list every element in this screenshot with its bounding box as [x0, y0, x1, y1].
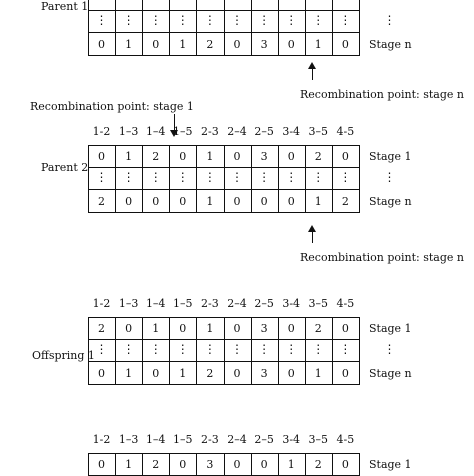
- gene-cell: 0: [341, 367, 349, 380]
- column-header: 2-3: [201, 433, 219, 446]
- stage-label: Stage 1: [369, 458, 412, 471]
- gene-cell: 2: [98, 322, 105, 335]
- gene-cell: 0: [98, 38, 105, 51]
- gene-cell: 1: [125, 367, 133, 380]
- gene-cell: 0: [233, 458, 241, 471]
- column-header: 1–5: [173, 433, 193, 446]
- gene-cell: 1: [314, 367, 322, 380]
- gene-cell: 1: [179, 38, 187, 51]
- gene-cell: 2: [314, 458, 322, 471]
- column-header: 1–4: [145, 433, 166, 446]
- gene-cell: 1: [206, 195, 214, 208]
- gene-cell: 0: [98, 150, 105, 163]
- section-label-parent-2: Parent 2: [41, 161, 89, 174]
- vertical-ellipsis-icon: ⋮: [95, 170, 108, 184]
- column-header: 1-2: [92, 433, 111, 446]
- gene-cell: 1: [206, 322, 214, 335]
- gene-cell: 1: [125, 150, 133, 163]
- vertical-ellipsis-icon: ⋮: [285, 13, 298, 27]
- column-header: 4-5: [336, 297, 355, 310]
- vertical-ellipsis-icon: ⋮: [312, 342, 325, 356]
- stage-label: Stage n: [369, 367, 412, 380]
- gene-cell: 0: [233, 367, 241, 380]
- stage-label: Stage 1: [369, 322, 412, 335]
- gene-cell: 2: [152, 150, 160, 163]
- vertical-ellipsis-icon: ⋮: [285, 342, 298, 356]
- column-header: 3-4: [282, 433, 301, 446]
- vertical-ellipsis-icon: ⋮: [176, 170, 189, 184]
- gene-cell: 0: [152, 38, 160, 51]
- gene-cell: 0: [179, 150, 187, 163]
- vertical-ellipsis-icon: ⋮: [339, 342, 352, 356]
- gene-cell: 0: [179, 322, 187, 335]
- recombination-label-stage-1: Recombination point: stage 1: [30, 100, 194, 113]
- column-header: 1–4: [145, 297, 166, 310]
- vertical-ellipsis-icon: ⋮: [231, 170, 243, 184]
- vertical-ellipsis-icon: ⋮: [95, 342, 108, 356]
- gene-cell: 0: [233, 195, 241, 208]
- column-header: 2–5: [254, 125, 274, 138]
- vertical-ellipsis-icon: ⋮: [258, 170, 271, 184]
- gene-cell: 2: [314, 150, 322, 163]
- column-header: 1–3: [118, 125, 139, 138]
- column-header: 1-2: [92, 297, 111, 310]
- gene-cell: 0: [341, 38, 349, 51]
- vertical-ellipsis-icon: ⋮: [176, 342, 189, 356]
- vertical-ellipsis-icon: ⋮: [176, 13, 189, 27]
- gene-cell: 2: [152, 458, 160, 471]
- vertical-ellipsis-icon: ⋮: [122, 13, 135, 27]
- gene-cell: 1: [125, 38, 133, 51]
- gene-cell: 0: [152, 195, 160, 208]
- vertical-ellipsis-icon: ⋮: [383, 342, 396, 356]
- vertical-ellipsis-icon: ⋮: [339, 170, 352, 184]
- stage-label: Stage 1: [369, 150, 412, 163]
- gene-cell: 0: [98, 367, 105, 380]
- stage-label: Stage n: [369, 195, 412, 208]
- column-header: 3-4: [282, 297, 301, 310]
- recombination-arrow-head: [308, 225, 316, 232]
- gene-cell: 0: [125, 195, 133, 208]
- gene-cell: 0: [125, 322, 133, 335]
- column-header: 2-3: [201, 297, 219, 310]
- stage-label: Stage n: [369, 38, 412, 51]
- gene-cell: 0: [341, 150, 349, 163]
- column-header: 3-4: [282, 125, 301, 138]
- gene-cell: 3: [260, 150, 268, 163]
- column-header: 2–5: [254, 433, 274, 446]
- column-header: 2–5: [254, 297, 274, 310]
- recombination-arrow-head: [308, 62, 316, 69]
- gene-cell: 2: [314, 322, 322, 335]
- gene-cell: 0: [287, 195, 295, 208]
- gene-cell: 0: [260, 458, 268, 471]
- gene-cell: 2: [98, 195, 105, 208]
- section-label-offspring-1: Offspring 1: [32, 349, 95, 362]
- gene-cell: 1: [287, 458, 295, 471]
- gene-cell: 1: [314, 195, 322, 208]
- vertical-ellipsis-icon: ⋮: [383, 13, 396, 27]
- column-header: 2–4: [227, 297, 247, 310]
- column-header: 1-2: [92, 125, 111, 138]
- gene-cell: 0: [233, 322, 241, 335]
- gene-cell: 0: [260, 195, 268, 208]
- gene-cell: 0: [152, 367, 160, 380]
- gene-cell: 0: [233, 150, 241, 163]
- gene-cell: 0: [341, 322, 349, 335]
- vertical-ellipsis-icon: ⋮: [312, 13, 325, 27]
- vertical-ellipsis-icon: ⋮: [285, 170, 298, 184]
- gene-cell: 3: [260, 367, 268, 380]
- gene-cell: 0: [233, 38, 241, 51]
- vertical-ellipsis-icon: ⋮: [149, 13, 162, 27]
- vertical-ellipsis-icon: ⋮: [95, 13, 108, 27]
- vertical-ellipsis-icon: ⋮: [149, 170, 162, 184]
- gene-cell: 1: [152, 322, 160, 335]
- vertical-ellipsis-icon: ⋮: [231, 13, 243, 27]
- vertical-ellipsis-icon: ⋮: [203, 13, 216, 27]
- vertical-ellipsis-icon: ⋮: [258, 13, 271, 27]
- gene-cell: 0: [287, 38, 295, 51]
- vertical-ellipsis-icon: ⋮: [203, 170, 216, 184]
- column-header: 1–5: [173, 125, 193, 138]
- vertical-ellipsis-icon: ⋮: [122, 170, 135, 184]
- vertical-ellipsis-icon: ⋮: [258, 342, 271, 356]
- vertical-ellipsis-icon: ⋮: [203, 342, 216, 356]
- column-header: 4-5: [336, 125, 355, 138]
- section-label-parent-1: Parent 1: [41, 0, 89, 13]
- gene-cell: 1: [206, 150, 214, 163]
- column-header: 2–4: [227, 433, 247, 446]
- gene-cell: 1: [179, 367, 187, 380]
- column-header: 1–5: [173, 297, 193, 310]
- gene-cell: 1: [125, 458, 133, 471]
- column-header: 3–5: [308, 433, 329, 446]
- column-header: 2-3: [201, 125, 219, 138]
- gene-cell: 1: [314, 38, 322, 51]
- column-header: 1–4: [145, 125, 166, 138]
- vertical-ellipsis-icon: ⋮: [312, 170, 325, 184]
- column-header: 2–4: [227, 125, 247, 138]
- gene-cell: 0: [341, 458, 349, 471]
- column-header: 1–3: [118, 297, 139, 310]
- gene-cell: 2: [206, 38, 214, 51]
- column-header: 4-5: [336, 433, 355, 446]
- gene-cell: 0: [179, 195, 187, 208]
- column-header: 1–3: [118, 433, 139, 446]
- gene-cell: 0: [287, 150, 295, 163]
- gene-cell: 0: [287, 367, 295, 380]
- recombination-label-parent-2: Recombination point: stage n: [300, 251, 464, 264]
- vertical-ellipsis-icon: ⋮: [339, 13, 352, 27]
- gene-cell: 0: [179, 458, 187, 471]
- gene-cell: 2: [206, 367, 214, 380]
- vertical-ellipsis-icon: ⋮: [122, 342, 135, 356]
- gene-cell: 3: [260, 38, 268, 51]
- gene-cell: 0: [287, 322, 295, 335]
- recombination-label-parent-1: Recombination point: stage n: [300, 88, 464, 101]
- gene-cell: 3: [206, 458, 214, 471]
- vertical-ellipsis-icon: ⋮: [149, 342, 162, 356]
- column-header: 3–5: [308, 125, 329, 138]
- gene-cell: 3: [260, 322, 268, 335]
- vertical-ellipsis-icon: ⋮: [231, 342, 243, 356]
- gene-cell: 0: [98, 458, 105, 471]
- gene-cell: 2: [341, 195, 349, 208]
- vertical-ellipsis-icon: ⋮: [383, 170, 396, 184]
- column-header: 3–5: [308, 297, 329, 310]
